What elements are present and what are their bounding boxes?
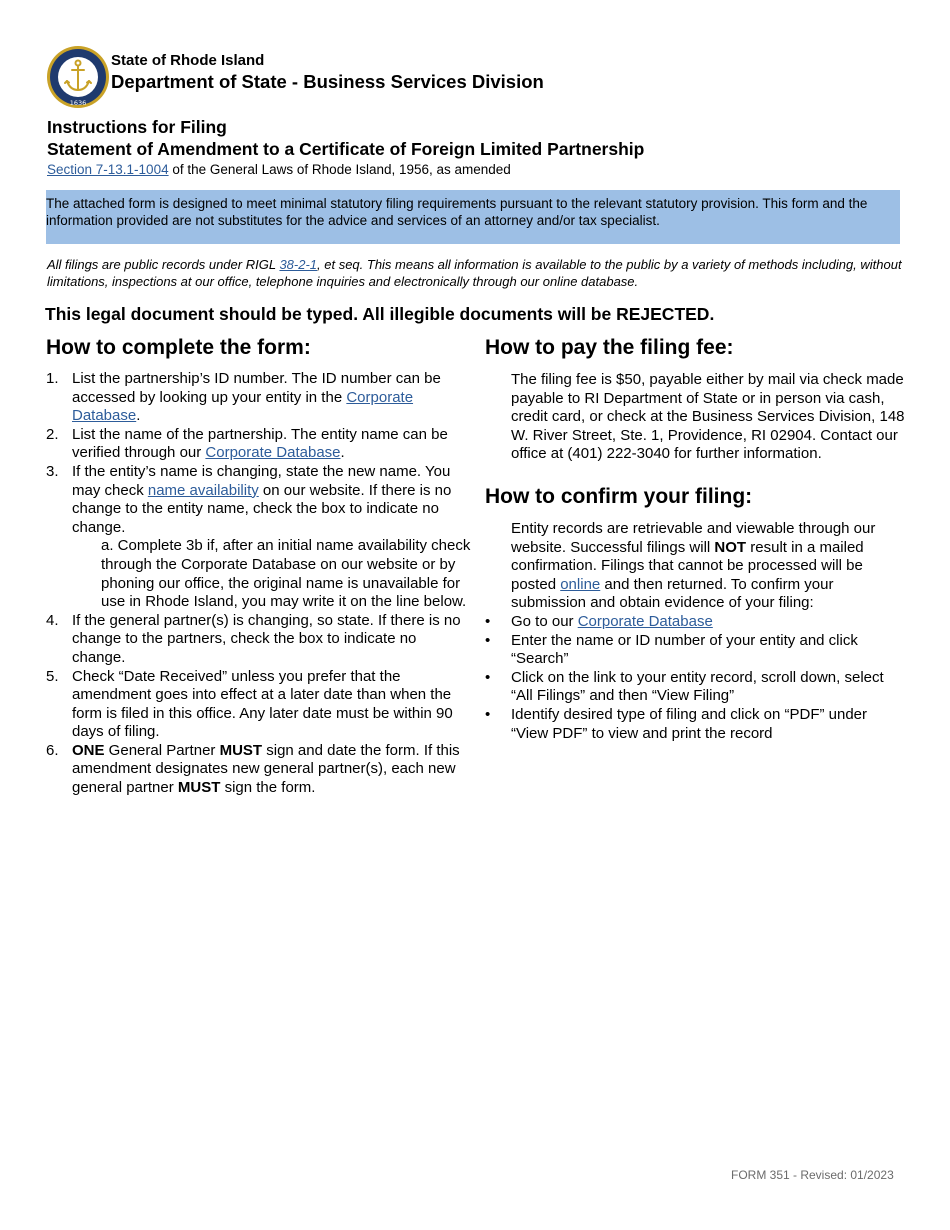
document-title: Statement of Amendment to a Certificate of Foreign Limited Partnership [47, 139, 645, 159]
confirm-filing-heading: How to confirm your filing: [485, 484, 753, 508]
page-header [46, 44, 646, 110]
pay-fee-text: The filing fee is $50, payable either by mail via check made payable to RI Department of State or in person via cash, credit card, or check at the Business Services Division, 148 W. River Street, Ste. 1, Providence, RI 02904. Contact our office at (401) 222-3040 for further information. [511, 371, 905, 463]
step-text-end: . [136, 407, 141, 425]
list-item [485, 613, 905, 632]
bullet-icon: • [485, 631, 491, 649]
bullet-text: Identify desired type of filing and click on “PDF” under “View PDF” to view and print the record [511, 705, 868, 742]
public-records-text: All filings are public records under RIGL [47, 257, 280, 272]
list-item [46, 426, 471, 463]
step-number: 4. [46, 611, 59, 629]
pay-fee-heading: How to pay the filing fee: [485, 336, 734, 359]
step-number: 2. [46, 425, 59, 443]
list-item [485, 706, 905, 743]
step-text: List the partnership’s ID number. The ID number can be accessed by looking up your entity in the [72, 370, 441, 406]
step-number: 5. [46, 667, 59, 685]
step-number: 6. [46, 741, 59, 759]
step-number: 3. [46, 462, 59, 480]
list-item [485, 632, 905, 669]
bullet-icon: • [485, 612, 491, 630]
bullet-icon: • [485, 668, 491, 686]
corporate-database-link[interactable]: Corporate Database [72, 388, 414, 425]
confirm-steps-list [485, 613, 905, 743]
law-reference [47, 162, 511, 177]
bullet-text: Go to our [511, 612, 578, 630]
step-text: General Partner [104, 741, 220, 759]
step-text: Check “Date Received” unless you prefer that the amendment goes into effect at a later date than when the form is filed in this office. Any later date must be within 90 days of filing. [72, 667, 453, 741]
step-number: 1. [46, 370, 59, 387]
step-text: If the entity’s name is changing, state the new name. You may check [72, 462, 451, 499]
rhode-island-seal-icon [46, 44, 110, 110]
step-text: List the name of the partnership. The entity name can be verified through our [72, 425, 448, 462]
bullet-text: Enter the name or ID number of your entity and click “Search” [511, 631, 858, 668]
form-revision-footer: FORM 351 - Revised: 01/2023 [731, 1168, 894, 1182]
name-availability-link[interactable]: name availability [147, 481, 259, 499]
step-text: sign the form. [220, 779, 316, 797]
corporate-database-link[interactable]: Corporate Database [205, 444, 341, 462]
complete-form-heading: How to complete the form: [46, 336, 311, 359]
instructions-heading: Instructions for Filing [47, 117, 227, 137]
state-name: State of Rhode Island [111, 52, 265, 69]
emphasis: NOT [714, 538, 747, 556]
public-records-text-end: , et seq. This means all information is available to the public by a variety of methods including, without limitations, inspections at our office, telephone inquiries and electronically through our online database. [47, 257, 902, 289]
corporate-database-link[interactable]: Corporate Database [577, 612, 713, 630]
list-item [46, 612, 471, 668]
confirm-text: result in a mailed confirmation. Filings that cannot be processed will be posted [511, 538, 864, 593]
public-records-notice [47, 256, 907, 290]
list-item [46, 463, 471, 612]
complete-form-section [46, 335, 471, 798]
list-item [46, 668, 471, 742]
bullet-text: Click on the link to your entity record, scroll down, select “All Filings” and then “View Filing” [511, 668, 884, 705]
legal-warning: This legal document should be typed. All illegible documents will be REJECTED. [45, 304, 715, 324]
online-link[interactable]: online [560, 575, 601, 593]
confirm-filing-text [511, 520, 905, 613]
right-column [485, 335, 905, 743]
bullet-icon: • [485, 705, 491, 723]
department-name: Department of State - Business Services Division [111, 71, 544, 92]
emphasis: MUST [177, 779, 221, 797]
seal-year: 1636 [69, 99, 87, 107]
step-text-end: . [340, 444, 345, 462]
list-item [46, 742, 471, 798]
sub-step-3a: a. Complete 3b if, after an initial name availability check through the Corporate Database on our website or by phoning our office, the original name is unavailable for use in Rhode Island, you may write it on the line below. [101, 537, 471, 611]
step-text: sign and date the form. If this amendment designates new general partner(s), each new general partner [72, 741, 460, 797]
step-text: If the general partner(s) is changing, so state. If there is no change to the partners, check the box to indicate no change. [72, 611, 461, 666]
step-text-end: on our website. If there is no change to the entity name, check the box to indicate no change. [72, 481, 452, 536]
emphasis: MUST [219, 741, 263, 759]
rigl-link[interactable]: 38-2-1 [279, 257, 318, 272]
emphasis: ONE [72, 741, 105, 759]
list-item [485, 669, 905, 706]
law-reference-text: of the General Laws of Rhode Island, 1956, as amended [168, 162, 511, 177]
confirm-text: and then returned. To confirm your submission and obtain evidence of your filing: [511, 575, 834, 612]
confirm-text: Entity records are retrievable and viewable through our website. Successful filings will [511, 519, 876, 556]
law-section-link[interactable]: Section 7-13.1-1004 [47, 162, 169, 177]
steps-list [46, 370, 471, 798]
disclaimer-notice: The attached form is designed to meet minimal statutory filing requirements pursuant to the relevant statutory provision. This form and the information provided are not substitutes for the advice and services of an attorney and/or tax specialist. [46, 190, 900, 244]
list-item [46, 370, 471, 426]
